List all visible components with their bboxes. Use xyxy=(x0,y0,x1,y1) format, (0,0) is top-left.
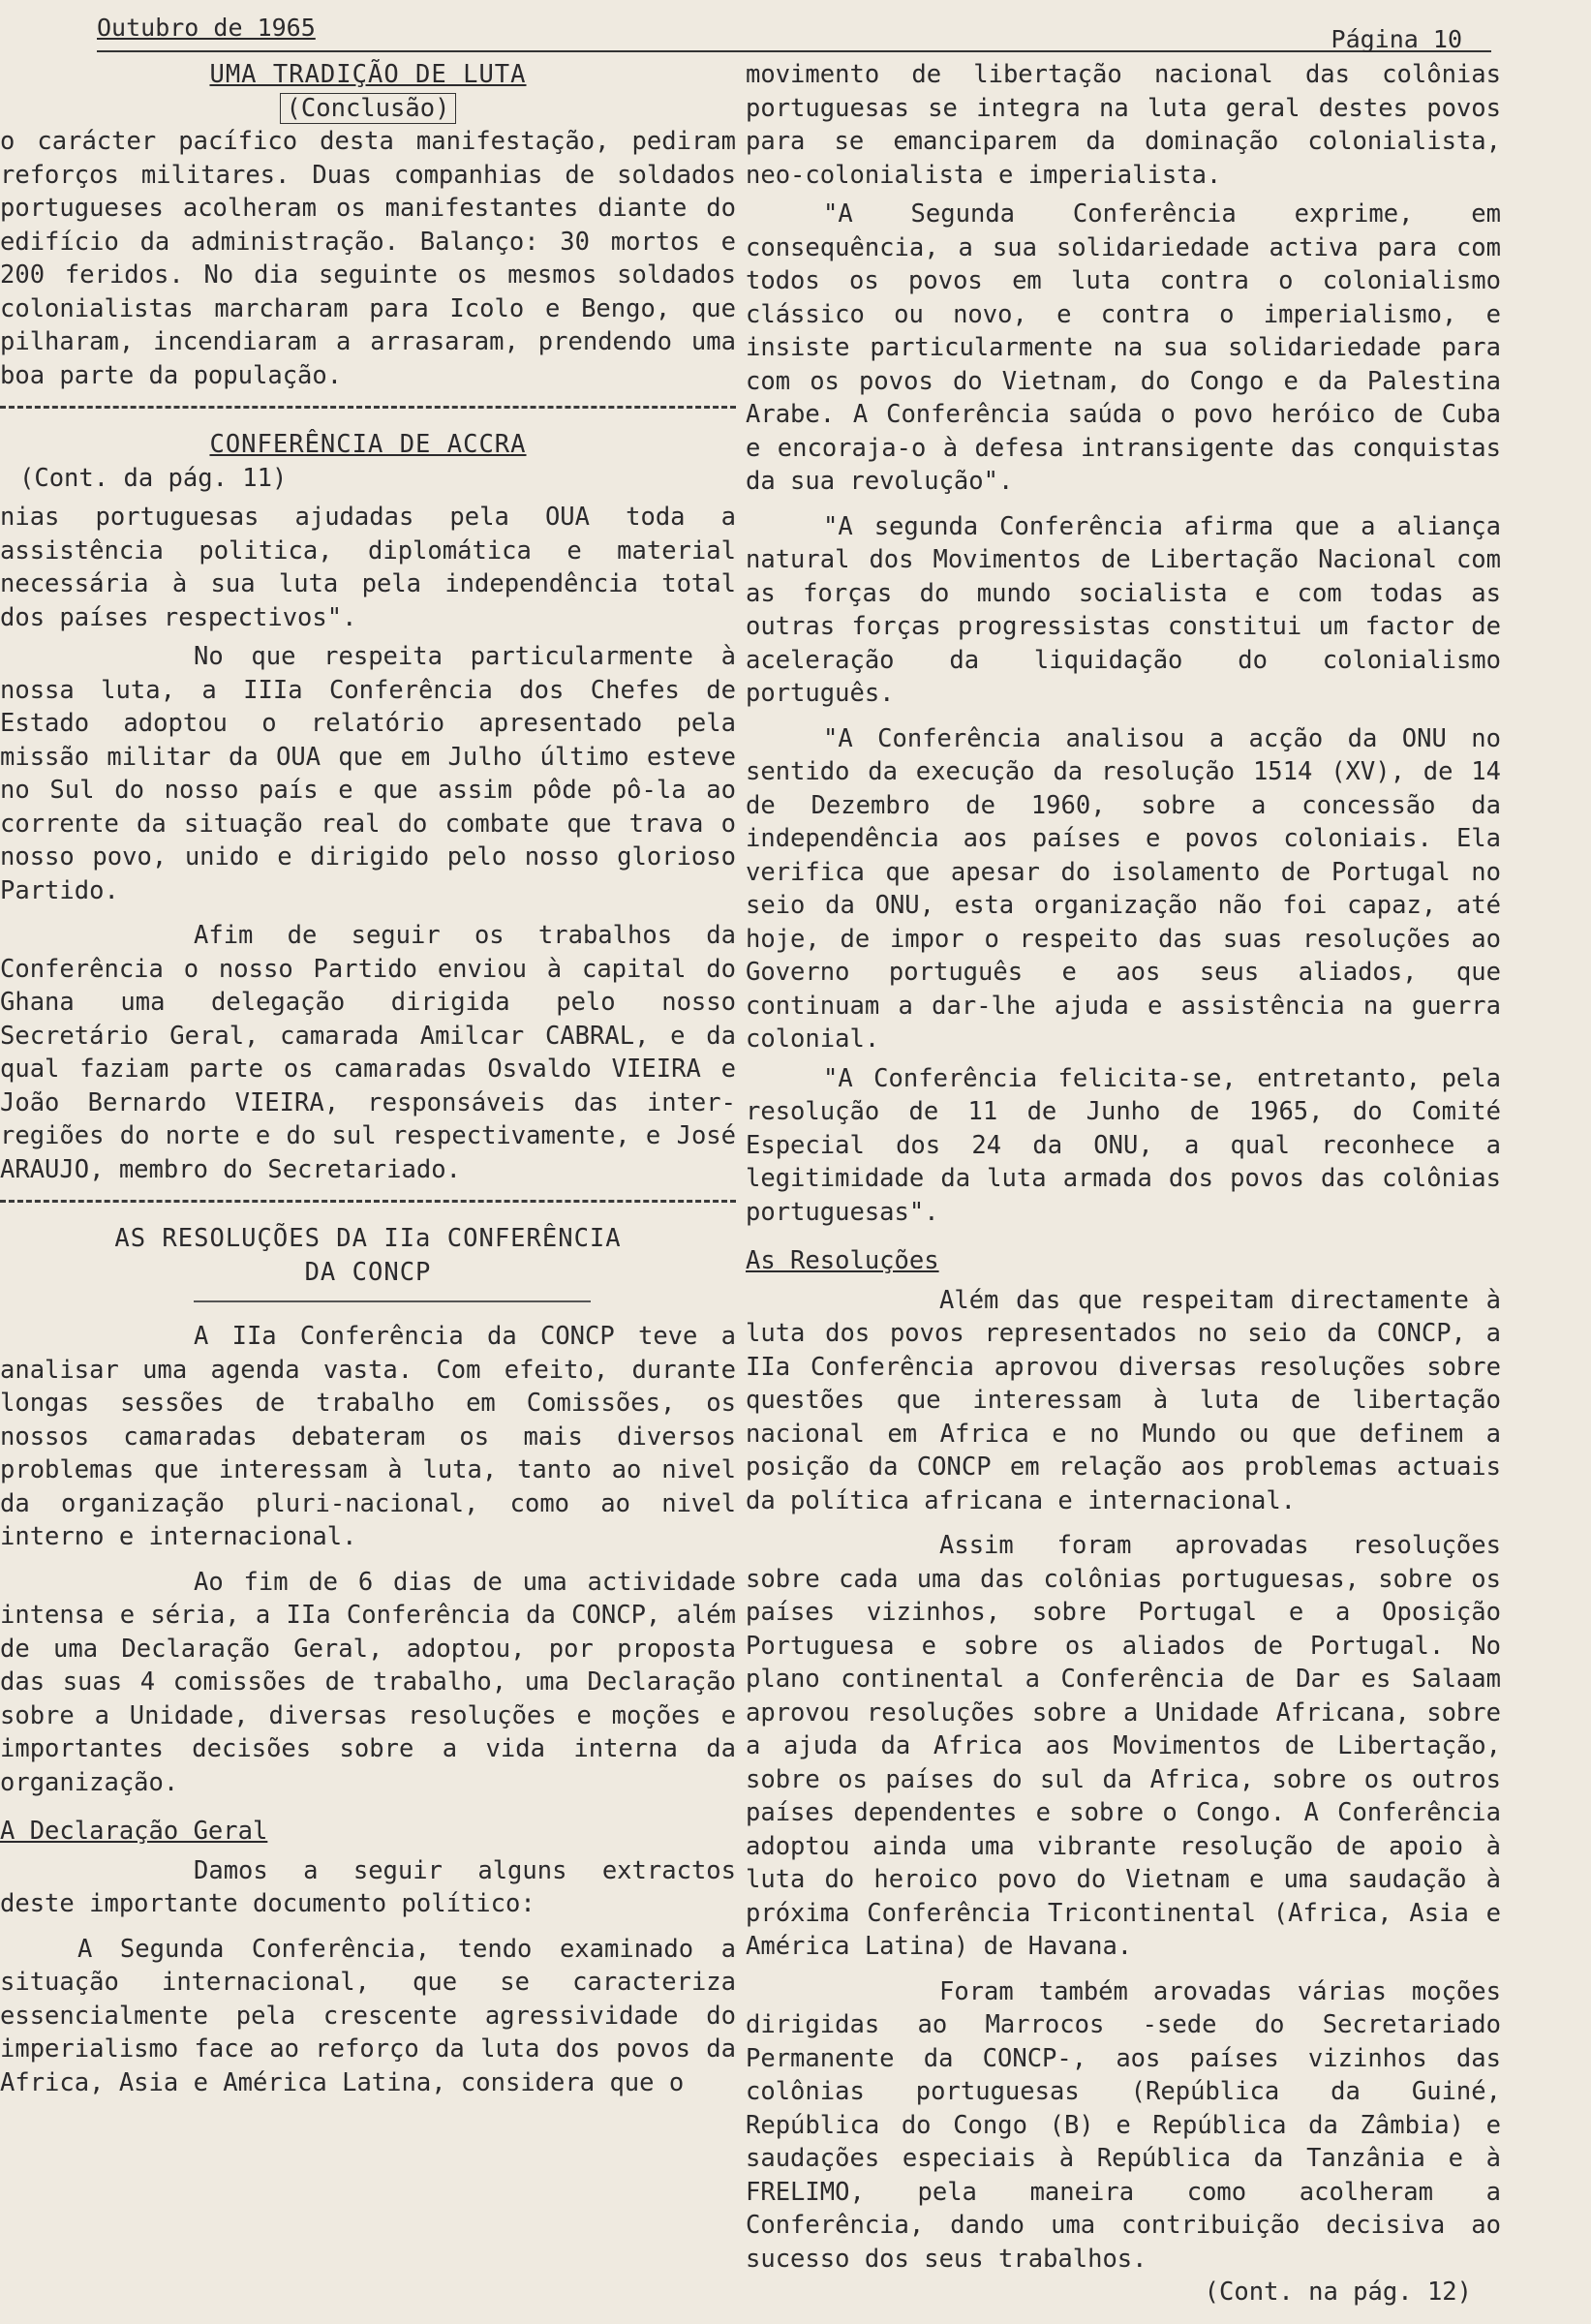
right-column xyxy=(746,58,1501,2309)
article-title-resolucoes: AS RESOLUÇÕES DA IIa CONFERÊNCIA xyxy=(114,1224,622,1253)
paragraph: movimento de libertação nacional das colônias portuguesas se integra na luta geral destes povos para se emanciparem da dominação colonialista, neo-colonialista e imperialista. xyxy=(746,60,1501,190)
paragraph: "A Conferência analisou a acção da ONU no sentido da execução da resolução 1514 (XV), de 14 de Dezembro de 1960, sobre a concessão da independência aos países e povos coloniais. Ela verifica que apesar do isolamento de Portugal no seio da ONU, esta organização não foi capaz, até hoje, de impor o respeito das suas resoluções ao Governo português e aos seus aliados, que continuam a dar-lhe ajuda e assistência na guerra colonial. xyxy=(746,723,1501,1054)
issue-date: Outubro de 1965 xyxy=(97,14,316,42)
section-heading-declaracao: A Declaração Geral xyxy=(0,1817,268,1846)
paragraph: Ao fim de 6 dias de uma actividade intensa e séria, a IIa Conferência da CONCP, além de uma Declaração Geral, adoptou, por proposta das suas 4 comissões de trabalho, uma Declaração sobre a Unidade, diversas resoluções e moções e importantes decisões sobre a vida interna da organização. xyxy=(0,1567,736,1797)
divider xyxy=(0,406,736,409)
divider xyxy=(0,1200,736,1203)
paragraph: "A segunda Conferência afirma que a aliança natural dos Movimentos de Libertação Nacional com as forças do mundo socialista e com todas as outras forças progressistas constitui um factor de aceleração da liquidação do colonialismo português. xyxy=(746,511,1501,708)
continuation-note: (Cont. na pág. 12) xyxy=(1204,2278,1472,2307)
paragraph: Damos a seguir alguns extractos deste importante documento político: xyxy=(0,1855,736,1918)
paragraph: A Segunda Conferência, tendo examinado a situação internacional, que se caracteriza essencialmente pela crescente agressividade do imperialismo face ao reforço da luta dos povos da Africa, Asia e América Latina, considera que o xyxy=(0,1934,736,2097)
article-title-tradicao: UMA TRADIÇÃO DE LUTA xyxy=(209,60,527,89)
paragraph: Afim de seguir os trabalhos da Conferência o nosso Partido enviou à capital do Ghana uma delegação dirigida pelo nosso Secretário Geral, camarada Amilcar CABRAL, e da qual faziam parte os camaradas Osvaldo VIEIRA e João Bernardo VIEIRA, responsáveis das inter-regiões do norte e do sul respectivamente, e José ARAUJO, membro do Secretariado. xyxy=(0,921,736,1184)
paragraph: No que respeita particularmente à nossa luta, a IIIa Conferência dos Chefes de Estado adoptou o relatório apresentado pela missão militar da OUA que em Julho último esteve no Sul do nosso país e que assim pôde pô-la ao corrente da situação real do combate que trava o nosso povo, unido e dirigido pelo nosso glorioso Partido. xyxy=(0,642,736,905)
paragraph: Assim foram aprovadas resoluções sobre cada uma das colônias portuguesas, sobre os países vizinhos, sobre Portugal e a Oposição Portuguesa e sobre os aliados de Portugal. No plano continental a Conferência de Dar es Salaam aprovou resoluções sobre a Unidade Africana, sobre a ajuda da Africa aos Movimentos de Libertação, sobre os países do sul da Africa, sobre os outros países dependentes e sobre o Congo. A Conferência adoptou ainda uma vibrante resolução de apoio à luta do heroico povo do Vietnam e uma saudação à próxima Conferência Tricontinental (Africa, Asia e América Latina) de Havana. xyxy=(746,1531,1501,1961)
paragraph: A IIa Conferência da CONCP teve a analisar uma agenda vasta. Com efeito, durante longas sessões de trabalho em Comissões, os nossos camaradas debateram os mais diversos problemas que interessam à luta, tanto ao nivel da organização pluri-nacional, como ao nivel interno e internacional. xyxy=(0,1322,736,1551)
paragraph: "A Segunda Conferência exprime, em consequência, a sua solidariedade activa para com todos os povos em luta contra o colonialismo clássico ou novo, e contra o imperialismo, e insiste particularmente na sua solidariedade para com os povos do Vietnam, do Congo e da Palestina Arabe. A Conferência saúda o povo heróico de Cuba e encoraja-o à defesa intransigente das conquistas da sua revolução". xyxy=(746,199,1501,496)
page-header xyxy=(97,12,1491,52)
article-title-accra: CONFERÊNCIA DE ACCRA xyxy=(209,430,527,459)
paragraph: "A Conferência felicita-se, entretanto, pela resolução de 11 de Junho de 1965, do Comité Especial dos 24 da ONU, a qual reconhece a legitimidade da luta armada dos povos das colônias portuguesas". xyxy=(746,1063,1501,1227)
continuation-note: (Cont. da pág. 11) xyxy=(19,463,288,493)
page-number: Página 10 xyxy=(1331,25,1462,53)
paragraph: nias portuguesas ajudadas pela OUA toda a assistência politica, diplomática e material necessária à sua luta pela independência total dos países respectivos". xyxy=(0,503,736,632)
article-title-resolucoes-line2: DA CONCP xyxy=(304,1257,432,1287)
article-subtitle-conclusao: (Conclusão) xyxy=(0,92,736,126)
title-underline xyxy=(194,1300,591,1302)
paragraph: Além das que respeitam directamente à luta dos povos representados no seio da CONCP, a IIa Conferência aprovou diversas resoluções sobre questões que interessam à luta de libertação nacional em Africa e no Mundo ou que definem a posição da CONCP em relação aos problemas actuais da política africana e internacional. xyxy=(746,1285,1501,1515)
paragraph: Foram também arovadas várias moções dirigidas ao Marrocos -sede do Secretariado Permanente da CONCP-, aos países vizinhos das colônias portuguesas (República da Guiné, República do Congo (B) e República da Zâmbia) e saudações especiais à República da Tanzânia e à FRELIMO, pela maneira como acolheram a Conferência, dando uma contribuição decisiva ao sucesso dos seus trabalhos. xyxy=(746,1976,1501,2274)
section-heading-resolucoes: As Resoluções xyxy=(746,1246,939,1275)
paragraph: o carácter pacífico desta manifestação, pediram reforços militares. Duas companhias de soldados portugueses acolheram os manifestantes diante do edifício da administração. Balanço: 30 mortos e 200 feridos. No dia seguinte os mesmos soldados colonialistas marcharam para Icolo e Bengo, que pilharam, incendiaram a arrasaram, prendendo uma boa parte da população. xyxy=(0,127,736,390)
left-column xyxy=(0,58,736,2099)
